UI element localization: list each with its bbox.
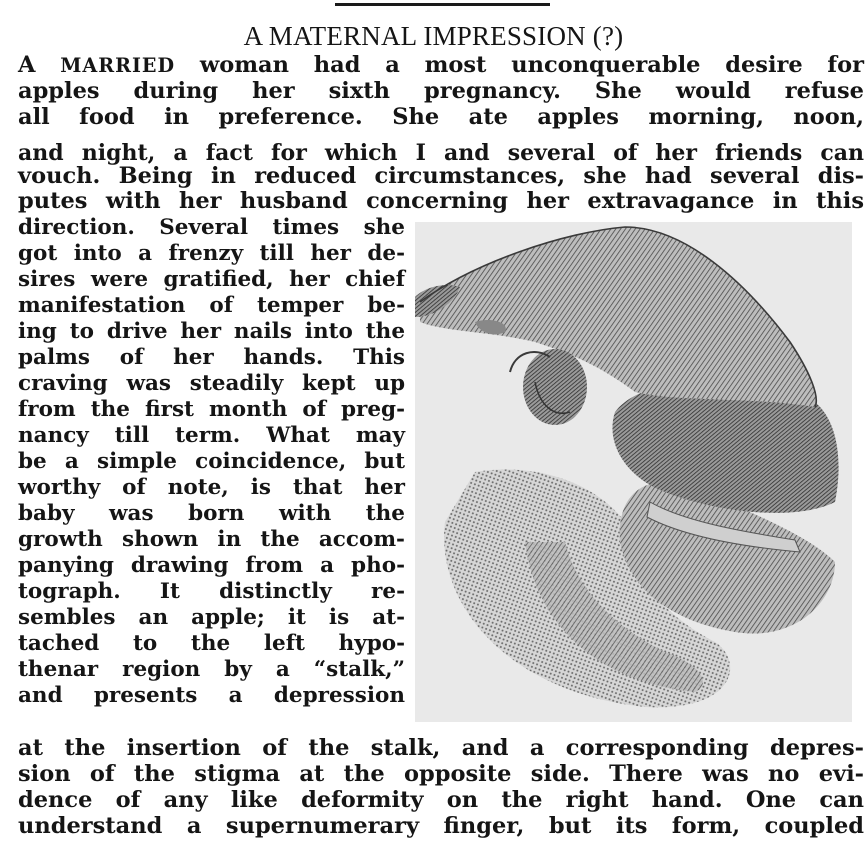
column-line: from the first month of preg- xyxy=(18,397,405,422)
column-line: manifestation of temper be- xyxy=(18,293,405,318)
top-rule-divider xyxy=(335,3,550,6)
paragraph-line: sion of the stigma at the opposite side. There was no evi- xyxy=(18,761,864,787)
hand-engraving-figure xyxy=(415,222,852,722)
column-line: be a simple coincidence, but xyxy=(18,449,405,474)
paragraph-line: vouch. Being in reduced circumstances, she had several dis- xyxy=(18,163,864,189)
column-line: got into a frenzy till her de- xyxy=(18,241,405,266)
paragraph-line: understand a supernumerary finger, but its form, coupled xyxy=(18,813,864,839)
column-line: nancy till term. What may xyxy=(18,423,405,448)
hand-illustration-icon xyxy=(415,222,852,722)
column-line: growth shown in the accom- xyxy=(18,527,405,552)
column-line: tograph. It distinctly re- xyxy=(18,579,405,604)
lead-smallcaps: MARRIED xyxy=(60,54,176,77)
column-line: thenar region by a “stalk,” xyxy=(18,657,405,682)
column-line: sembles an apple; it is at- xyxy=(18,605,405,630)
paragraph-line: dence of any like deformity on the right hand. One can xyxy=(18,787,864,813)
column-line: panying drawing from a pho- xyxy=(18,553,405,578)
article-title: A MATERNAL IMPRESSION (?) xyxy=(243,21,624,51)
column-line: sires were gratified, her chief xyxy=(18,267,405,292)
drop-word: A xyxy=(18,52,36,78)
column-line: worthy of note, is that her xyxy=(18,475,405,500)
column-line: baby was born with the xyxy=(18,501,405,526)
line-text: woman had a most unconquerable desire for xyxy=(175,52,864,78)
column-line: ing to drive her nails into the xyxy=(18,319,405,344)
paragraph-line: putes with her husband concerning her extravagance in this xyxy=(18,188,864,214)
paragraph-line: apples during her sixth pregnancy. She would refuse xyxy=(18,78,864,104)
paragraph-line: and night, a fact for which I and several of her friends can xyxy=(18,140,864,166)
paragraph-line-1 xyxy=(18,52,864,79)
column-line: and presents a depression xyxy=(18,683,405,708)
paragraph-line: at the insertion of the stalk, and a corresponding depres- xyxy=(18,735,864,761)
column-line: tached to the left hypo- xyxy=(18,631,405,656)
column-line: palms of her hands. This xyxy=(18,345,405,370)
column-line: direction. Several times she xyxy=(18,215,405,240)
paragraph-line: all food in preference. She ate apples morning, noon, xyxy=(18,104,864,130)
column-line: craving was steadily kept up xyxy=(18,371,405,396)
